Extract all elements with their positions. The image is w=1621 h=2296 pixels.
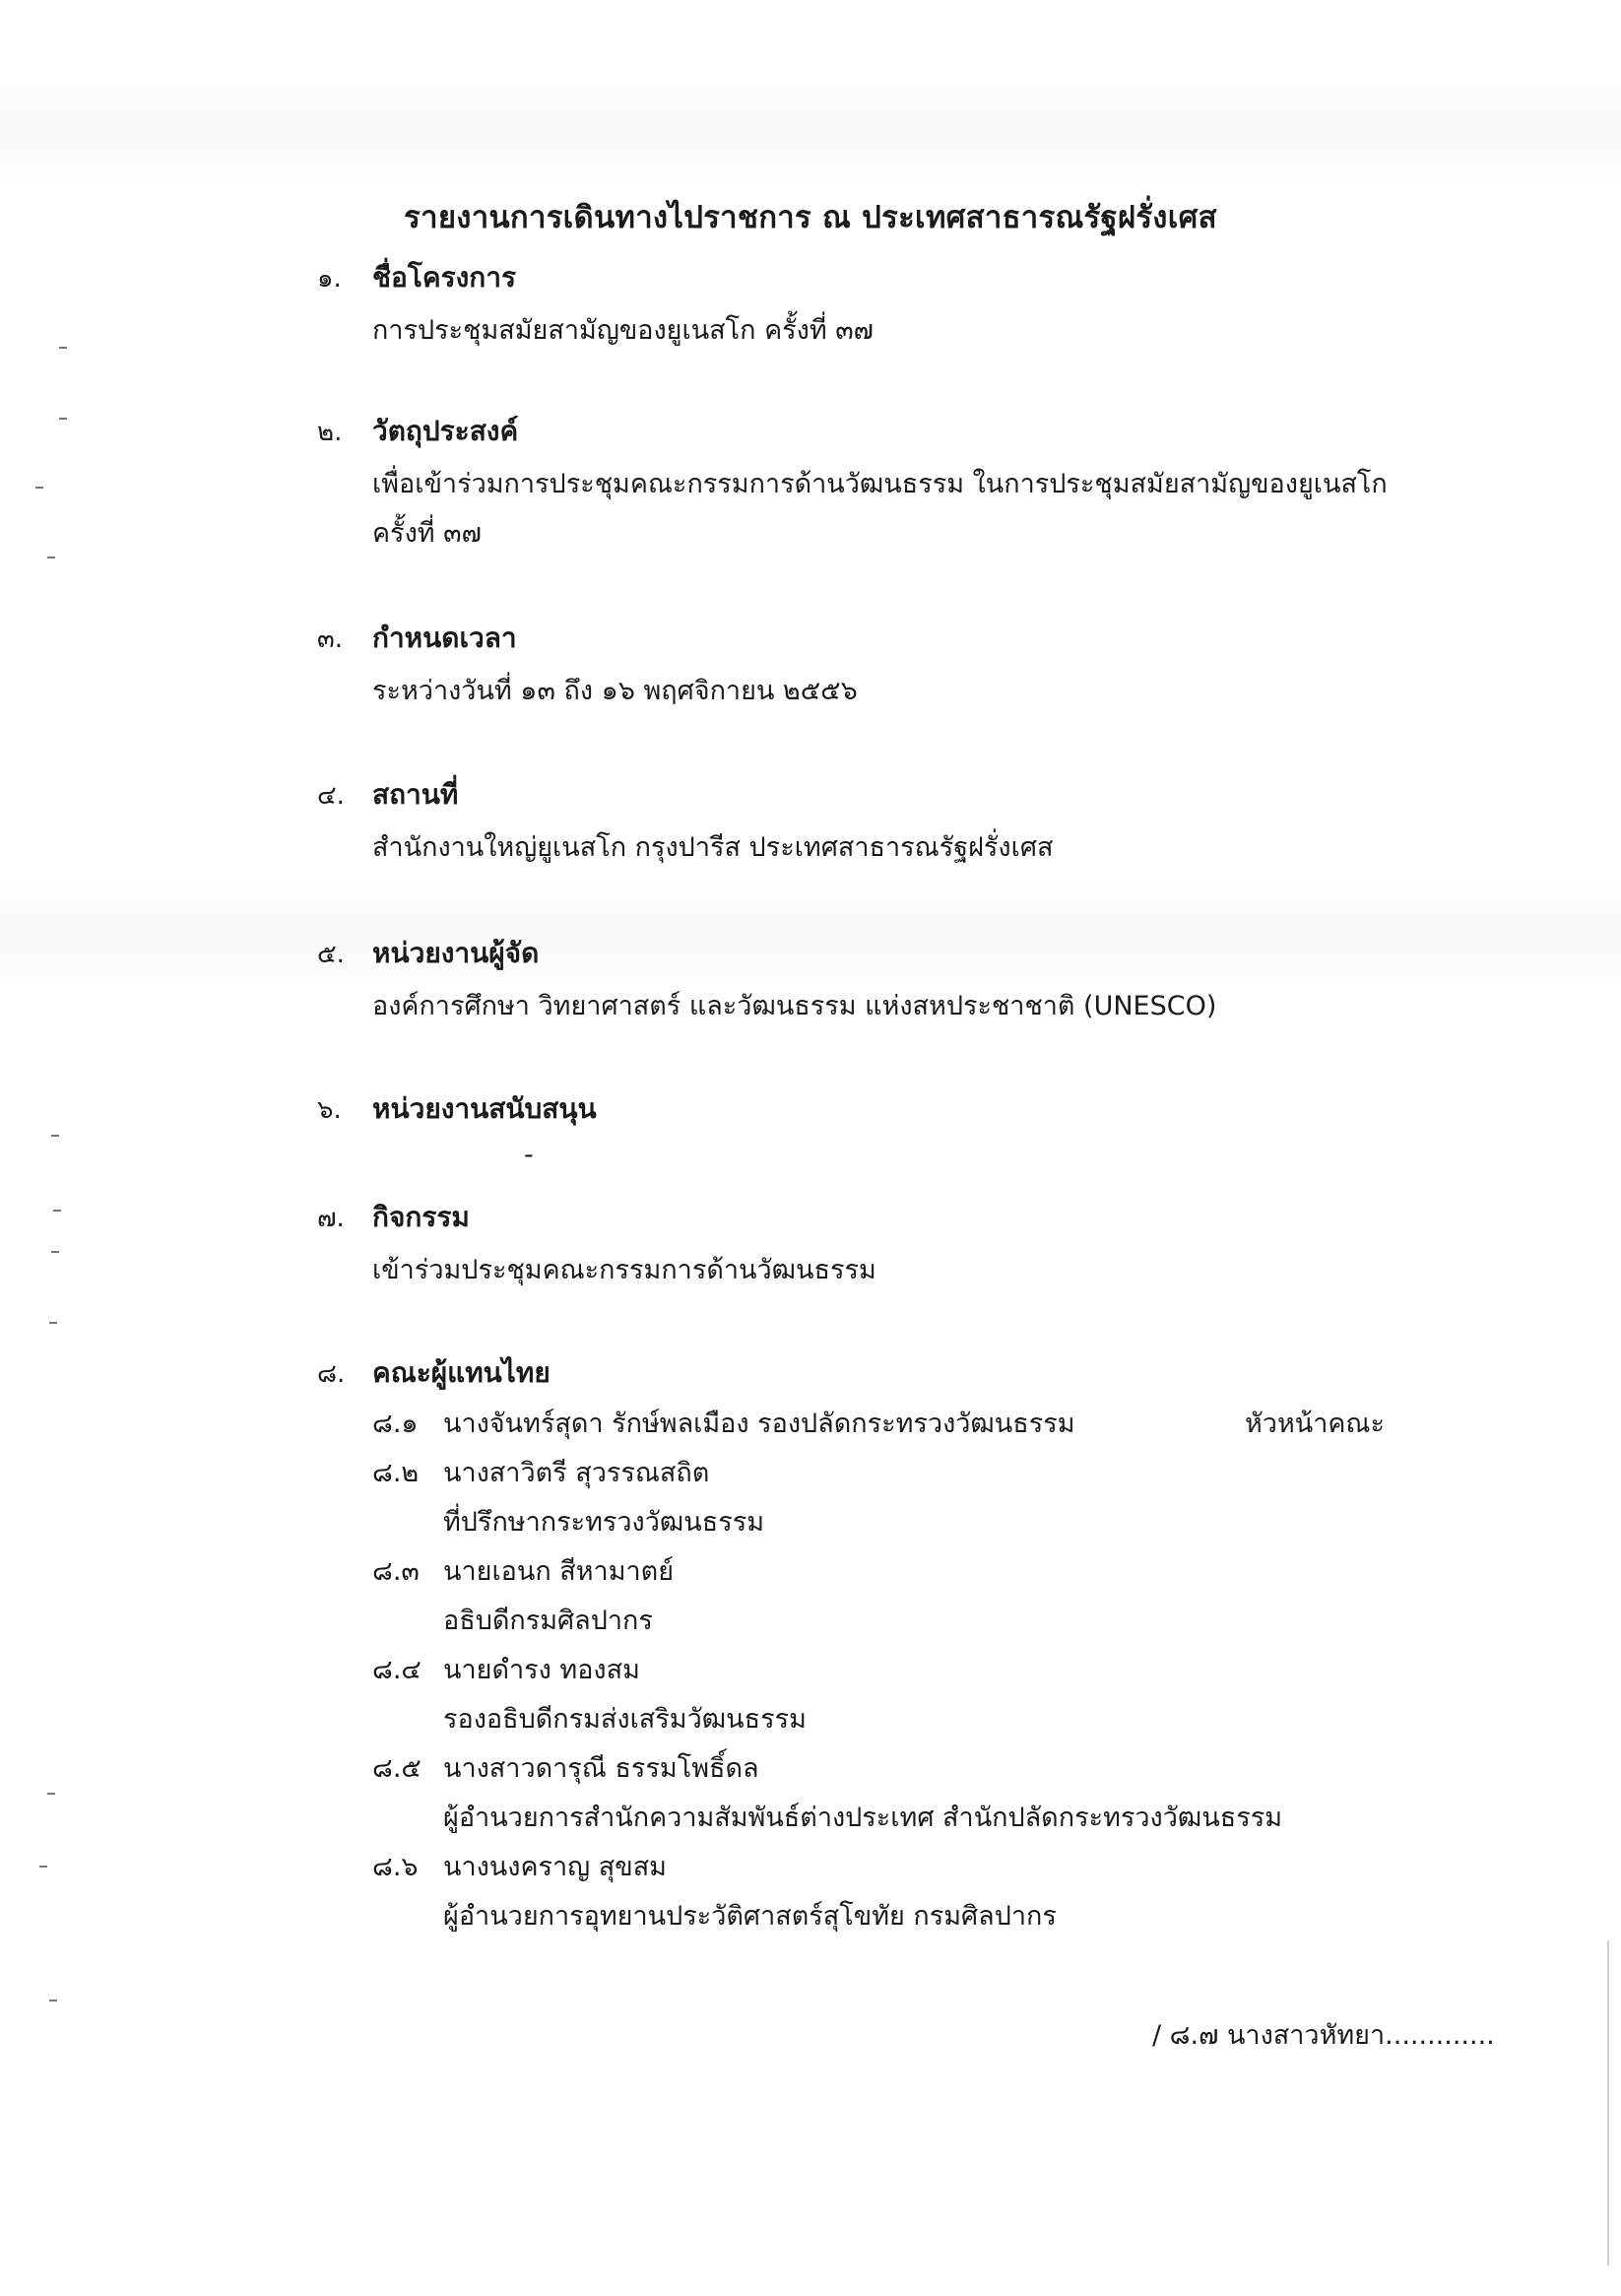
section-number: ๗. (317, 1204, 345, 1233)
section-title: คณะผู้แทนไทย (372, 1356, 551, 1389)
list-item (372, 1843, 1450, 1941)
scan-speck (53, 1210, 61, 1212)
section-organizer (317, 934, 1450, 1031)
section-body (372, 982, 1450, 1031)
section-delegation (317, 1353, 1450, 1941)
section-title: ชื่อโครงการ (372, 261, 517, 294)
list-item (372, 1449, 1450, 1547)
list-item (372, 1547, 1450, 1646)
member-role: ผู้อำนวยการอุทยานประวัติศาสตร์สุโขทัย กรมศิลปากร (443, 1901, 1057, 1932)
section-heading (317, 619, 1450, 659)
scan-speck (49, 1322, 57, 1324)
section-heading (317, 1198, 1450, 1238)
document-title: รายงานการเดินทางไปราชการ ณ ประเทศสาธารณรัฐฝรั่งเศส (404, 200, 1217, 235)
member-role: อธิบดีกรมศิลปากร (443, 1606, 653, 1636)
head-of-delegation-label: หัวหน้าคณะ (1245, 1409, 1385, 1439)
member-name: นางจันทร์สุดา รักษ์พลเมือง รองปลัดกระทรวงวัฒนธรรม (443, 1409, 1075, 1439)
section-body (372, 306, 1450, 356)
scan-speck (47, 557, 55, 558)
section-body (524, 1136, 1450, 1175)
member-name: นายดำรง ทองสม (443, 1655, 640, 1685)
member-name: นายเอนก สีหามาตย์ (443, 1556, 675, 1587)
list-item (372, 1744, 1450, 1843)
section-heading (317, 412, 1450, 452)
section-heading (317, 775, 1450, 816)
section-heading (317, 1353, 1450, 1394)
body-line: องค์การศึกษา วิทยาศาสตร์ และวัฒนธรรม แห่งสหประชาชาติ (UNESCO) (372, 991, 1217, 1021)
scan-speck (51, 1251, 59, 1253)
item-number: ๘.๕ (372, 1753, 421, 1784)
section-heading (317, 1089, 1450, 1130)
list-item (372, 1646, 1450, 1744)
body-line: - (524, 1140, 534, 1170)
item-number: ๘.๔ (372, 1655, 421, 1685)
scan-speck (59, 347, 67, 349)
body-line: เข้าร่วมประชุมคณะกรรมการด้านวัฒนธรรม (372, 1255, 876, 1285)
scan-speck (35, 487, 43, 489)
item-number: ๘.๒ (372, 1458, 420, 1488)
body-line: ระหว่างวันที่ ๑๓ ถึง ๑๖ พฤศจิกายน ๒๕๕๖ (372, 676, 858, 706)
scan-speck (39, 1866, 47, 1868)
section-heading (317, 258, 1450, 298)
item-number: ๘.๑ (372, 1409, 419, 1439)
section-activity (317, 1198, 1450, 1295)
member-role: รองอธิบดีกรมส่งเสริมวัฒนธรรม (443, 1704, 807, 1735)
member-name: นางนงคราญ สุขสม (443, 1852, 667, 1882)
member-role: ผู้อำนวยการสำนักความสัมพันธ์ต่างประเทศ สำนักปลัดกระทรวงวัฒนธรรม (443, 1803, 1283, 1833)
section-body (372, 667, 1450, 716)
member-role: ที่ปรึกษากระทรวงวัฒนธรรม (443, 1507, 765, 1538)
scan-speck (47, 1793, 55, 1795)
section-title: หน่วยงานสนับสนุน (372, 1092, 597, 1125)
section-title: กิจกรรม (372, 1201, 470, 1233)
body-line: เพื่อเข้าร่วมการประชุมคณะกรรมการด้านวัฒนธรรม ในการประชุมสมัยสามัญของยูเนสโก (372, 469, 1388, 499)
item-number: ๘.๖ (372, 1852, 419, 1882)
section-heading (317, 934, 1450, 974)
continuation-note: / ๘.๗ นางสาวหัทยา............. (1152, 2020, 1495, 2051)
section-objective (317, 412, 1450, 558)
delegation-list (372, 1400, 1450, 1941)
item-number: ๘.๓ (372, 1556, 420, 1587)
section-number: ๘. (317, 1359, 346, 1389)
section-number: ๔. (317, 781, 345, 811)
list-item (372, 1400, 1450, 1449)
section-number: ๒. (317, 418, 343, 447)
section-title: สถานที่ (372, 778, 459, 811)
section-body (372, 460, 1450, 558)
section-supporter (317, 1089, 1450, 1175)
scan-speck (49, 2000, 57, 2001)
section-number: ๓. (317, 624, 344, 654)
scan-edge-line (1607, 1940, 1609, 2265)
scan-speck (59, 418, 67, 420)
section-project-name (317, 258, 1450, 356)
body-line: การประชุมสมัยสามัญของยูเนสโก ครั้งที่ ๓๗ (372, 315, 874, 346)
section-title: กำหนดเวลา (372, 622, 517, 654)
section-number: ๕. (317, 940, 345, 969)
section-body (372, 823, 1450, 873)
section-schedule (317, 619, 1450, 716)
section-title: วัตถุประสงค์ (372, 415, 519, 447)
scan-shading (0, 59, 1621, 197)
member-name: นางสาวดารุณี ธรรมโพธิ์ดล (443, 1753, 759, 1784)
body-line: สำนักงานใหญ่ยูเนสโก กรุงปารีส ประเทศสาธารณรัฐฝรั่งเศส (372, 832, 1054, 863)
section-body (372, 1246, 1450, 1295)
section-title: หน่วยงานผู้จัด (372, 937, 540, 969)
member-name: นางสาวิตรี สุวรรณสถิต (443, 1458, 710, 1488)
section-venue (317, 775, 1450, 873)
section-number: ๑. (317, 264, 342, 294)
scan-speck (51, 1135, 59, 1137)
body-line: ครั้งที่ ๓๗ (372, 518, 482, 549)
section-number: ๖. (317, 1095, 342, 1125)
